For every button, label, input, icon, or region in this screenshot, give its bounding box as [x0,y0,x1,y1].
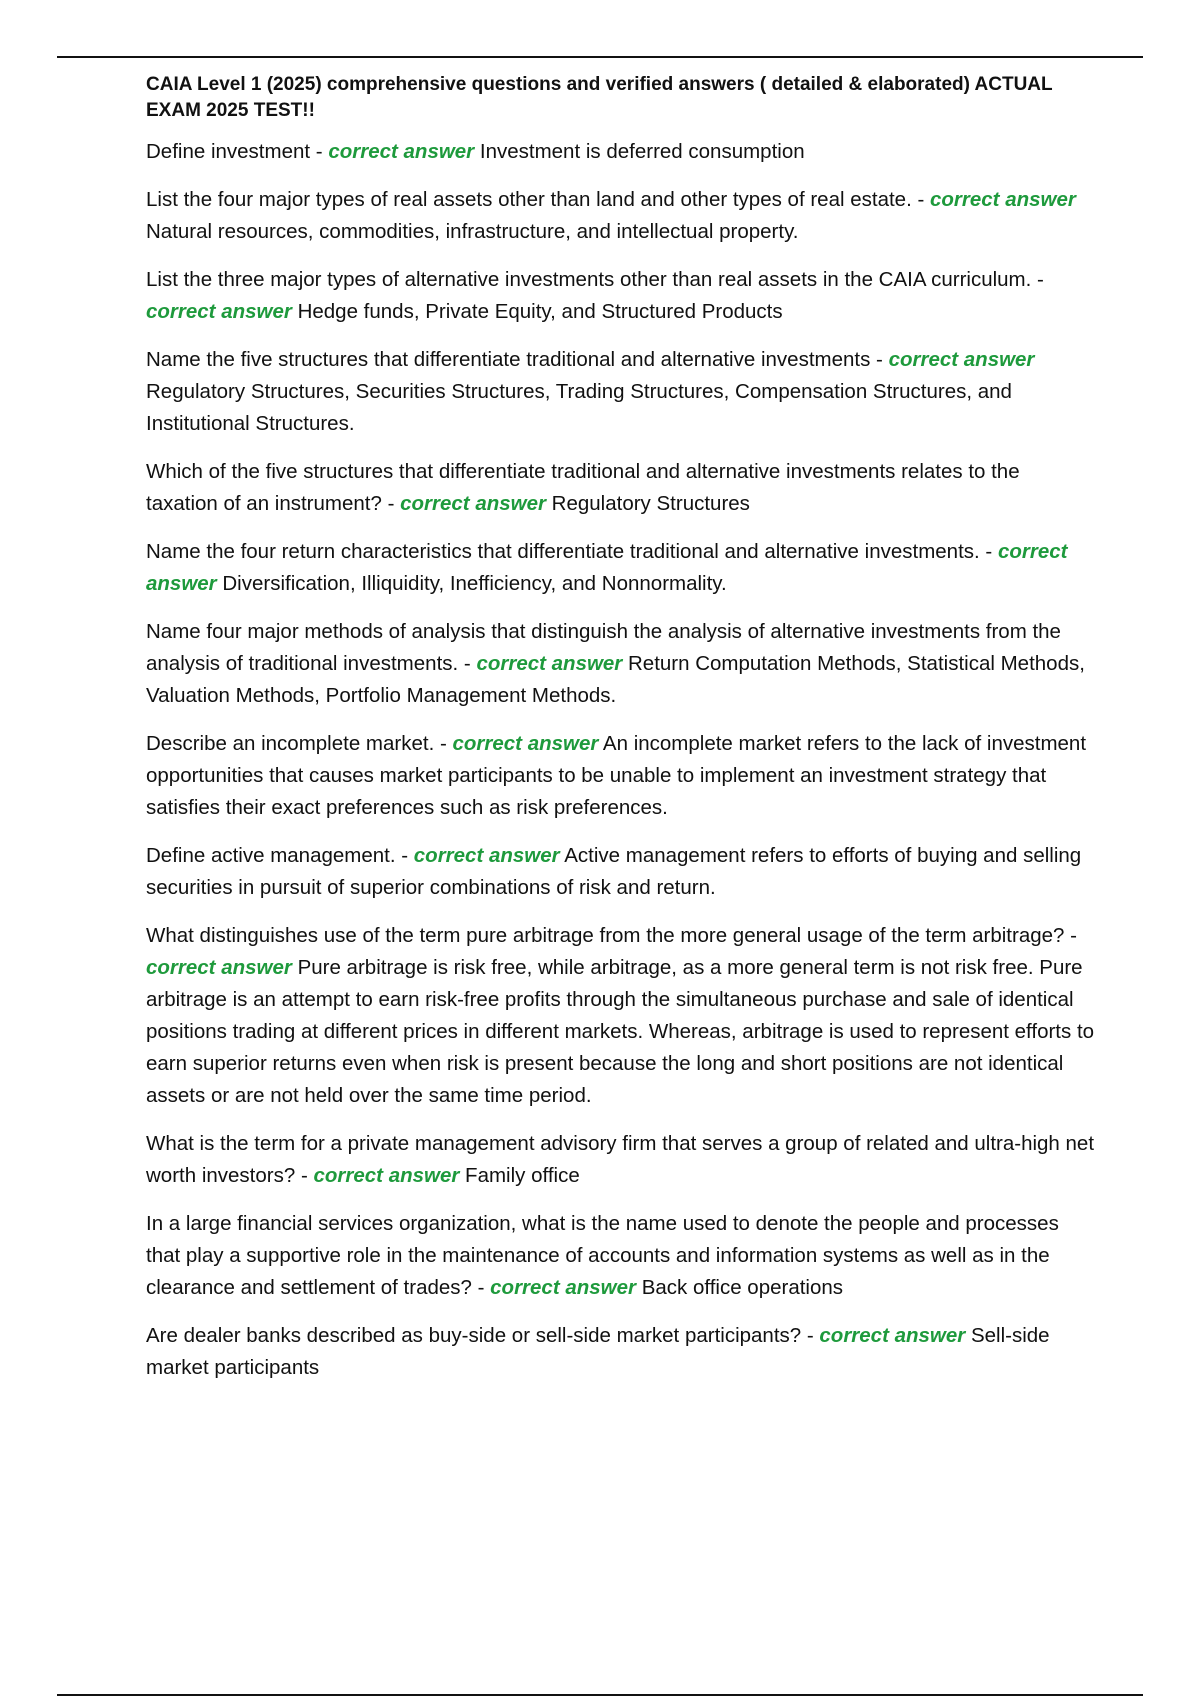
qa-item [146,616,1096,712]
question-text: Name the five structures that differentiate traditional and alternative investments [146,348,871,371]
question-text: List the four major types of real assets other than land and other types of real estate. [146,188,912,211]
question-text: Name the four return characteristics that differentiate traditional and alternative investments. [146,540,980,563]
qa-item [146,344,1096,440]
answer-text: Diversification, Illiquidity, Inefficiency, and Nonnormality. [222,572,727,595]
answer-text: Sell-side market participants [146,1324,1050,1379]
separator: - [801,1324,820,1347]
correct-answer-label: correct answer [476,652,623,675]
question-text: Define investment [146,140,311,163]
correct-answer-label: correct answer [313,1164,460,1187]
document-body [146,72,1096,1400]
question-text: In a large financial services organization, what is the name used to denote the people and processes that play a supportive role in the maintenance of accounts and information systems as well as in the clearance and settlement of trades? [146,1212,1059,1299]
correct-answer-label: correct answer [400,492,546,515]
correct-answer-label: correct answer [452,732,599,755]
correct-answer-label: correct answer [930,188,1076,211]
correct-answer-label: correct answer [328,140,475,163]
answer-text: Natural resources, commodities, infrastructure, and intellectual property. [146,220,799,243]
correct-answer-label: correct answer [146,540,1068,595]
qa-item [146,264,1096,328]
qa-item [146,728,1096,824]
qa-item [146,1320,1096,1384]
separator: - [911,188,930,211]
question-text: Describe an incomplete market. [146,732,435,755]
qa-item [146,920,1096,1112]
question-text: Which of the five structures that differentiate traditional and alternative investments relates to the taxation of an instrument? [146,460,1020,515]
correct-answer-label: correct answer [413,844,560,867]
correct-answer-label: correct answer [888,348,1035,371]
correct-answer-label: correct answer [819,1324,966,1347]
qa-item [146,1208,1096,1304]
answer-text: Active management refers to efforts of buying and selling securities in pursuit of superior combinations of risk and return. [146,844,1082,899]
answer-text: Hedge funds, Private Equity, and Structured Products [297,300,783,323]
question-text: What is the term for a private management advisory firm that serves a group of related and ultra-high net worth investors? [146,1132,1095,1187]
question-text: List the three major types of alternative investments other than real assets in the CAIA curriculum. [146,268,1032,291]
question-text: Define active management. [146,844,396,867]
separator: - [471,1276,491,1299]
answer-text: Pure arbitrage is risk free, while arbitrage, as a more general term is not risk free. Pure arbitrage is an attempt to earn risk-free profits through the simultaneous purchase and sale of identical positions trading at different prices in different markets. Whereas, arbitrage is used to represent efforts to earn superior returns even when risk is present because the long and short positions are not identical assets or are not held over the same time period. [146,956,1095,1107]
qa-item [146,536,1096,600]
qa-item [146,136,1096,168]
separator: - [381,492,401,515]
question-text: Are dealer banks described as buy-side or sell-side market participants? [146,1324,802,1347]
separator: - [395,844,414,867]
document-title: CAIA Level 1 (2025) comprehensive questions and verified answers ( detailed & elaborated) ACTUAL EXAM 2025 TEST!! [146,74,1053,121]
correct-answer-label: correct answer [146,956,292,979]
separator: - [979,540,998,563]
correct-answer-label: correct answer [146,300,292,323]
answer-text: Return Computation Methods, Statistical Methods, Valuation Methods, Portfolio Management Methods. [146,652,1085,707]
bottom-rule [57,1694,1143,1696]
separator: - [310,140,329,163]
separator: - [1064,924,1077,947]
question-text: Name four major methods of analysis that distinguish the analysis of alternative investments from the analysis of traditional investments. [146,620,1061,675]
separator: - [1031,268,1044,291]
answer-text: Family office [465,1164,580,1187]
separator: - [870,348,889,371]
qa-item [146,184,1096,248]
correct-answer-label: correct answer [490,1276,636,1299]
qa-item [146,456,1096,520]
answer-text: Back office operations [641,1276,844,1299]
qa-item [146,1128,1096,1192]
answer-text: An incomplete market refers to the lack of investment opportunities that causes market participants to be unable to implement an investment strategy that satisfies their exact preferences such as risk preferences. [146,732,1087,819]
answer-text: Regulatory Structures [551,492,750,515]
separator: - [295,1164,314,1187]
question-text: What distinguishes use of the term pure arbitrage from the more general usage of the term arbitrage? [146,924,1065,947]
qa-item [146,840,1096,904]
separator: - [458,652,477,675]
answer-text: Regulatory Structures, Securities Structures, Trading Structures, Compensation Structures, and Institutional Structures. [146,380,1012,435]
separator: - [434,732,453,755]
top-rule [57,56,1143,58]
answer-text: Investment is deferred consumption [479,140,805,163]
